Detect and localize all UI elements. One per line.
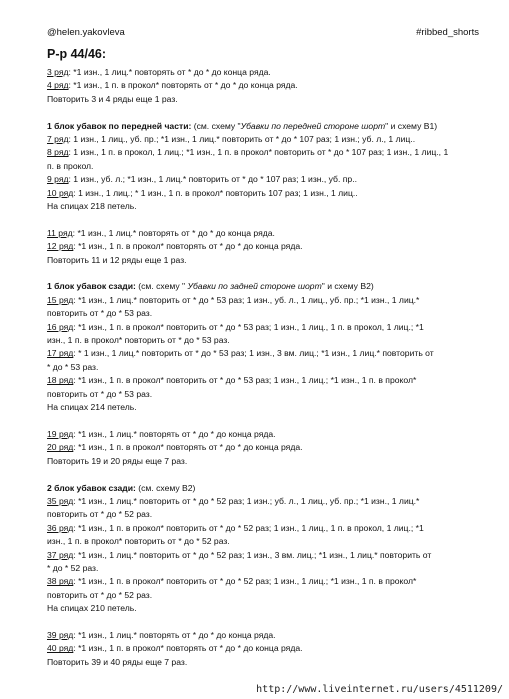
row-38 bbox=[47, 575, 487, 588]
stitch-count: На спицах 210 петель. bbox=[47, 603, 137, 614]
row-label: 36 ряд bbox=[47, 522, 74, 533]
row-37 bbox=[47, 549, 487, 562]
repeat-note: Повторить 3 и 4 ряды еще 1 раз. bbox=[47, 93, 178, 104]
row-label: 11 ряд bbox=[47, 227, 73, 238]
row-16 bbox=[47, 321, 487, 334]
row-35 bbox=[47, 495, 487, 508]
row-text: : *1 изн., 1 п. в прокол* повторить от * до * 52 раз; 1 изн., 1 лиц.; *1 изн., 1 п. в прокол* bbox=[73, 576, 417, 587]
row-16-cont: изн., 1 п. в прокол* повторить от * до * 53 раз. bbox=[47, 335, 230, 346]
row-label: 7 ряд bbox=[47, 134, 69, 145]
row-text: : *1 изн., 1 лиц.* повторять от * до * до конца ряда. bbox=[72, 227, 275, 238]
row-label: 9 ряд bbox=[47, 174, 69, 185]
row-3 bbox=[47, 66, 487, 79]
row-text: : *1 изн., 1 п. в прокол* повторять от * до * до конца ряда. bbox=[73, 442, 303, 453]
row-8-cont: п. в прокол. bbox=[47, 160, 94, 171]
row-19 bbox=[47, 428, 487, 441]
row-label: 40 ряд bbox=[47, 643, 74, 654]
row-17-cont: * до * 53 раз. bbox=[47, 361, 99, 372]
row-label: 35 ряд bbox=[47, 495, 74, 506]
row-18 bbox=[47, 374, 487, 387]
row-label: 39 ряд bbox=[47, 629, 74, 640]
repeat-note: Повторить 11 и 12 ряды еще 1 раз. bbox=[47, 254, 187, 265]
author-handle: @helen.yakovleva bbox=[47, 27, 125, 38]
hashtag: #ribbed_shorts bbox=[416, 27, 479, 38]
row-39 bbox=[47, 629, 487, 642]
page-header bbox=[47, 27, 479, 41]
row-text: : 1 изн., 1 лиц.; * 1 изн., 1 п. в прокол* повторить 107 раз; 1 изн., 1 лиц.. bbox=[73, 187, 358, 198]
watermark-url: http://www.liveinternet.ru/users/4511209/ bbox=[256, 684, 503, 695]
row-label: 38 ряд bbox=[47, 576, 74, 587]
row-36 bbox=[47, 522, 487, 535]
row-8 bbox=[47, 146, 487, 159]
row-label: 19 ряд bbox=[47, 428, 74, 439]
row-label: 3 ряд bbox=[47, 67, 69, 77]
row-17 bbox=[47, 347, 487, 360]
row-37-cont: * до * 52 раз. bbox=[47, 562, 99, 573]
row-4 bbox=[47, 79, 487, 92]
row-text: : *1 изн., 1 п. в прокол* повторить от * до * 53 раз; 1 изн., 1 лиц.; *1 изн., 1 п. в прокол* bbox=[73, 375, 417, 386]
row-label: 20 ряд bbox=[47, 442, 74, 453]
row-label: 10 ряд bbox=[47, 187, 74, 198]
row-text: : 1 изн., уб. л.; *1 изн., 1 лиц.* повторить от * до * 107 раз; 1 изн., уб. пр.. bbox=[68, 174, 357, 185]
row-text: : *1 изн., 1 лиц.* повторять от * до * до конца ряда. bbox=[73, 428, 276, 439]
row-label: 15 ряд bbox=[47, 294, 74, 305]
row-12 bbox=[47, 240, 487, 253]
row-text: : *1 изн., 1 лиц.* повторять от * до * до конца ряда. bbox=[68, 67, 271, 77]
row-text: : 1 изн., 1 п. в прокол, 1 лиц.; *1 изн., 1 п. в прокол* повторить от * до * 107 раз; 1 изн., 1 лиц., 1 bbox=[68, 147, 449, 158]
row-15 bbox=[47, 294, 487, 307]
row-text: : *1 изн., 1 п. в прокол* повторять от * до * до конца ряда. bbox=[73, 643, 303, 654]
size-title: Р-р 44/46: bbox=[47, 47, 107, 61]
row-text: : * 1 изн., 1 лиц.* повторить от * до * 53 раз; 1 изн., 3 вм. лиц.; *1 изн., 1 лиц.* повторить от bbox=[73, 348, 434, 359]
row-text: : *1 изн., 1 лиц.* повторить от * до * 52 раз; 1 изн., 3 вм. лиц.; *1 изн., 1 лиц.* повторить от bbox=[73, 549, 432, 560]
row-text: : *1 изн., 1 п. в прокол* повторять от * до * до конца ряда. bbox=[73, 241, 303, 252]
row-text: : *1 изн., 1 лиц.* повторить от * до * 53 раз; 1 изн., уб. л., 1 лиц., уб. пр.; *1 изн., 1 лиц.* bbox=[73, 294, 420, 305]
repeat-note: Повторить 39 и 40 ряды еще 7 раз. bbox=[47, 656, 188, 667]
row-11 bbox=[47, 227, 487, 240]
block3-heading: 2 блок убавок сзади: (см. схему В2) bbox=[47, 482, 196, 493]
repeat-note: Повторить 19 и 20 ряды еще 7 раз. bbox=[47, 455, 188, 466]
row-36-cont: изн., 1 п. в прокол* повторить от * до * 52 раз. bbox=[47, 536, 230, 547]
row-text: : *1 изн., 1 лиц.* повторять от * до * до конца ряда. bbox=[73, 629, 276, 640]
row-38-cont: повторить от * до * 52 раз. bbox=[47, 589, 153, 600]
row-15-cont: повторить от * до * 53 раз. bbox=[47, 308, 153, 319]
row-18-cont: повторить от * до * 53 раз. bbox=[47, 388, 153, 399]
row-text: : *1 изн., 1 п. в прокол* повторить от * до * 52 раз; 1 изн., 1 лиц., 1 п. в прокол, 1 лиц.; *1 bbox=[73, 522, 424, 533]
pattern-text bbox=[47, 46, 487, 669]
block2-heading: 1 блок убавок сзади: (см. схему " Убавки по задней стороне шорт" и схему В2) bbox=[47, 281, 374, 292]
row-20 bbox=[47, 441, 487, 454]
row-label: 8 ряд bbox=[47, 147, 69, 158]
row-7 bbox=[47, 133, 487, 146]
row-35-cont: повторить от * до * 52 раз. bbox=[47, 509, 153, 520]
row-text: : *1 изн., 1 лиц.* повторить от * до * 52 раз; 1 изн.; уб. л., 1 лиц., уб. пр.; *1 изн., 1 лиц.* bbox=[73, 495, 420, 506]
row-text: : *1 изн., 1 п. в прокол* повторять от * до * до конца ряда. bbox=[68, 80, 298, 91]
row-label: 12 ряд bbox=[47, 241, 74, 252]
row-label: 4 ряд bbox=[47, 80, 69, 91]
row-9 bbox=[47, 173, 487, 186]
row-label: 17 ряд bbox=[47, 348, 74, 359]
row-text: : 1 изн., 1 лиц., уб. пр.; *1 изн., 1 лиц.* повторить от * до * 107 раз; 1 изн.; уб. л., 1 лиц.. bbox=[68, 134, 416, 145]
block1-heading: 1 блок убавок по передней части: (см. схему "Убавки по передней стороне шорт" и схему В1) bbox=[47, 120, 438, 131]
row-text: : *1 изн., 1 п. в прокол* повторить от * до * 53 раз; 1 изн., 1 лиц., 1 п. в прокол, 1 лиц.; *1 bbox=[73, 321, 424, 332]
row-label: 18 ряд bbox=[47, 375, 74, 386]
stitch-count: На спицах 218 петель. bbox=[47, 201, 137, 212]
row-40 bbox=[47, 642, 487, 655]
stitch-count: На спицах 214 петель. bbox=[47, 402, 137, 413]
row-label: 37 ряд bbox=[47, 549, 74, 560]
row-label: 16 ряд bbox=[47, 321, 74, 332]
row-10 bbox=[47, 187, 487, 200]
